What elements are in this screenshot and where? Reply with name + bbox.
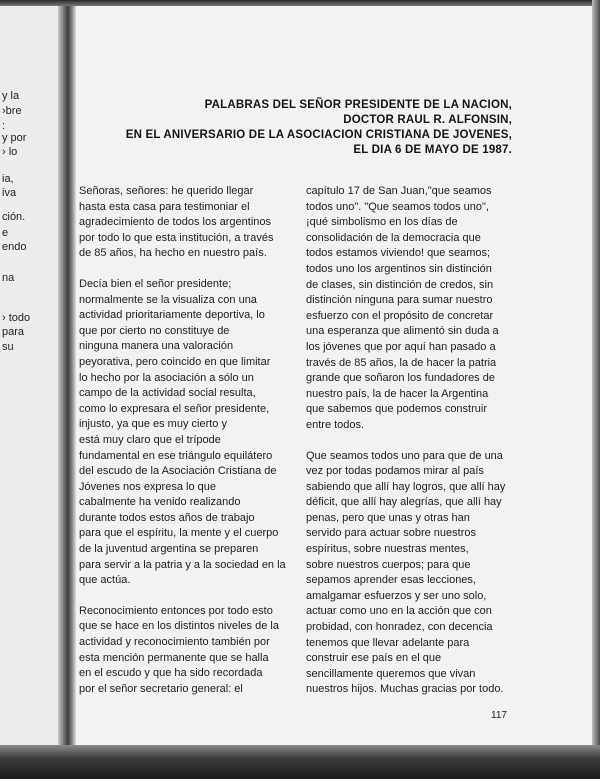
page-number: 117 (491, 710, 507, 721)
text-line: que se hace en los distintos niveles de la (79, 620, 279, 633)
text-line: través de 85 años, la de hacer la patria (306, 356, 497, 369)
prev-page-fragment: iva (2, 187, 17, 199)
text-line: todos uno los argentinos sin distinción (306, 262, 492, 275)
text-line: ¡qué simbolismo en los días de (306, 216, 458, 229)
text-line: consolidación de la democracia que (306, 231, 481, 244)
paragraph (79, 604, 279, 698)
text-line: actividad y reconocimiento también por (79, 636, 270, 649)
text-line: fundamental en ese triángulo equilátero (79, 449, 273, 462)
prev-page-fragment: › todo (2, 312, 31, 324)
document-page (76, 6, 592, 745)
book-gutter-shadow (58, 6, 76, 745)
text-line: esfuerzo con el propósito de concretar (306, 309, 494, 322)
text-line: grande que soñaron los fundadores de (306, 372, 495, 385)
text-line: penas, pero que unas y otras han (306, 511, 470, 524)
text-line: está muy claro que el trípode (79, 433, 221, 446)
prev-page-fragment: endo (2, 241, 27, 253)
text-line: Que seamos todos uno para que de una (306, 449, 503, 462)
text-line: para que el espíritu, la mente y el cuerpo (79, 527, 279, 540)
prev-page-fragment: ›bre (2, 105, 22, 117)
text-line: por todo lo que esta institución, a través (79, 231, 274, 244)
text-line: probidad, con honradez, con decencia (306, 621, 493, 634)
text-line: que actúa. (79, 574, 131, 587)
text-line: los jóvenes que por aquí han pasado a (306, 340, 496, 353)
scan-border-right (592, 0, 600, 779)
text-line: sencillamente queremos que vivan (306, 667, 476, 680)
title-line: EN EL ANIVERSARIO DE LA ASOCIACION CRISTIANA DE JOVENES, (125, 129, 512, 141)
prev-page-fragment: › lo (2, 146, 18, 158)
text-line: hasta esta casa para testimoniar el (79, 200, 250, 213)
text-line: de clases, sin distinción de credos, sin (306, 278, 494, 291)
text-line: servido para actuar sobre nuestros (306, 527, 476, 540)
prev-page-fragment: y por (2, 132, 27, 144)
text-line: construir ese país en el que (306, 652, 442, 665)
speech-title (126, 98, 512, 158)
prev-page-fragment: para (2, 326, 25, 338)
text-line: Reconocimiento entonces por todo esto (79, 604, 273, 617)
text-line: campo de la actividad social resulta, (79, 387, 256, 400)
text-line: ninguna manera una valoración (79, 340, 234, 353)
text-line: de la juventud argentina se preparen (79, 543, 259, 556)
text-line: entre todos. (306, 418, 365, 431)
text-line: agradecimiento de todos los argentinos (79, 216, 272, 229)
text-line: peyorativa, pero coincido en que limitar (79, 355, 271, 368)
text-line: por el señor secretario general: el (79, 682, 243, 695)
text-line: Decía bien el señor presidente; (79, 277, 232, 290)
text-line: para servir a la patria y a la sociedad en la (79, 558, 286, 571)
text-line: actividad prioritariamente deportiva, lo (79, 309, 265, 322)
text-line: injusto, ya que es muy cierto y (79, 418, 227, 431)
text-line: del escudo de la Asociación Cristiana de (79, 465, 277, 478)
text-line: una esperanza que alimentó sin duda a (306, 325, 499, 338)
paragraph (306, 184, 516, 434)
title-line: DOCTOR RAUL R. ALFONSIN, (343, 114, 512, 126)
text-line: como lo expresara el señor presidente, (79, 402, 270, 415)
text-column-right (306, 184, 516, 713)
scan-border-bottom (0, 745, 600, 779)
text-line: en el escudo y que ha sido recordada (79, 667, 263, 680)
text-line: que sabemos que podemos construir (306, 403, 487, 416)
text-line: nuestro país, la de hacer la Argentina (306, 387, 489, 400)
text-line: sobre nuestros cuerpos; para que (306, 558, 471, 571)
text-line: amalgamar esfuerzos y ser uno solo, (306, 589, 487, 602)
prev-page-fragment: ia, (2, 173, 14, 185)
text-line: durante todos estos años de trabajo (79, 511, 255, 524)
text-line: normalmente se la visualiza con una (79, 293, 257, 306)
title-line: EL DIA 6 DE MAYO DE 1987. (353, 144, 512, 156)
text-line: capítulo 17 de San Juan,"que seamos (306, 185, 492, 197)
text-line: actuar como uno en la acción que con (306, 605, 492, 618)
text-line: espíritus, sobre nuestras mentes, (306, 543, 469, 556)
text-line: todos estamos viviendo! que seamos; (306, 247, 491, 260)
paragraph (79, 277, 286, 589)
text-line: distinción ninguna para sumar nuestro (306, 294, 493, 307)
text-line: sepamos aprender esas lecciones, (306, 574, 476, 587)
prev-page-fragment: y la (2, 90, 20, 102)
text-line: que por cierto no constituye de (79, 324, 230, 337)
previous-page-strip (0, 6, 62, 745)
prev-page-fragment: : (2, 120, 6, 132)
prev-page-fragment: na (2, 272, 15, 284)
text-line: esta mención permanente que se halla (79, 651, 269, 664)
text-line: tenemos que llevar adelante para (306, 636, 470, 649)
text-line: todos uno". "Que seamos todos uno", (306, 200, 489, 213)
text-line: lo hecho por la asociación a sólo un (79, 371, 254, 384)
paragraph (306, 449, 516, 699)
paragraph (79, 184, 279, 262)
text-line: vez por todas podamos mirar al país (306, 465, 484, 478)
text-line: Jóvenes nos expresa lo que (79, 480, 216, 493)
title-line: PALABRAS DEL SEÑOR PRESIDENTE DE LA NACION, (204, 99, 512, 111)
prev-page-fragment: e (2, 227, 9, 239)
prev-page-fragment: ción. (2, 211, 26, 223)
text-line: déficit, que allí hay alegrías, que allí hay (306, 496, 502, 509)
text-column-left (79, 184, 286, 712)
text-line: de 85 años, ha hecho en nuestro país. (79, 247, 267, 260)
text-line: sabiendo que allí hay logros, que allí hay (306, 480, 506, 493)
text-line: nuestros hijos. Muchas gracias por todo. (306, 683, 504, 696)
text-line: Señoras, señores: he querido llegar (79, 185, 254, 197)
text-line: cabalmente ha venido realizando (79, 496, 241, 509)
prev-page-fragment: su (2, 341, 14, 353)
